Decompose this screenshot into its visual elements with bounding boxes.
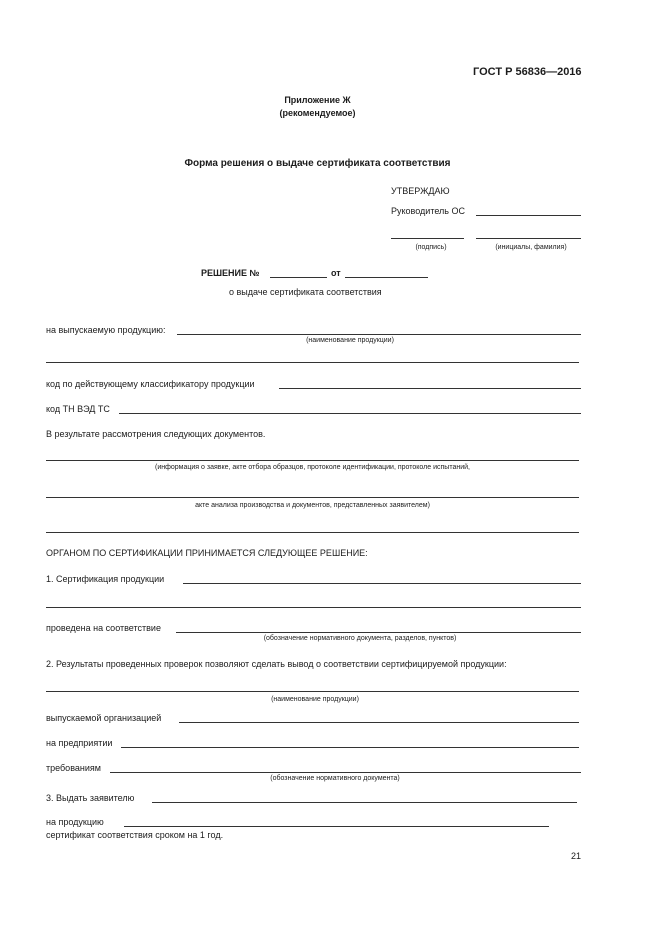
docs-line-3[interactable] xyxy=(46,532,579,533)
item2-label: 2. Результаты проведенных проверок позволяют сделать вывод о соответствии сертифицируемой продукции: xyxy=(46,659,507,669)
item1-line[interactable] xyxy=(183,583,581,584)
initials-line[interactable] xyxy=(476,238,581,239)
requirements-line[interactable] xyxy=(110,772,581,773)
product-line-2[interactable] xyxy=(46,362,579,363)
docs-caption-1: (информация о заявке, акте отбора образцов, протоколе идентификации, протоколе испытаний, xyxy=(155,464,470,471)
signature-line[interactable] xyxy=(391,238,464,239)
docs-line-2[interactable] xyxy=(46,497,579,498)
organization-label: выпускаемой организацией xyxy=(46,713,162,723)
norm-caption: (обозначение нормативного документа, разделов, пунктов) xyxy=(263,635,457,642)
product-caption: (наименование продукции) xyxy=(306,337,394,344)
decision-date-line[interactable] xyxy=(345,277,428,278)
product-caption-2: (наименование продукции) xyxy=(271,696,359,703)
page-number: 21 xyxy=(571,851,582,861)
product-line[interactable] xyxy=(177,334,581,335)
organization-line[interactable] xyxy=(179,722,579,723)
initials-caption: (инициалы, фамилия) xyxy=(495,244,567,251)
classifier-label: код по действующему классификатору продукции xyxy=(46,379,255,389)
conducted-label: проведена на соответствие xyxy=(46,623,161,633)
appendix-note: (рекомендуемое) xyxy=(279,108,356,118)
conducted-line[interactable] xyxy=(176,632,581,633)
item3-label: 3. Выдать заявителю xyxy=(46,793,135,803)
for-product-line[interactable] xyxy=(124,826,549,827)
decision-number-line[interactable] xyxy=(270,277,327,278)
docs-line-1[interactable] xyxy=(46,460,579,461)
review-label: В результате рассмотрения следующих документов. xyxy=(46,429,266,439)
tnved-line[interactable] xyxy=(119,413,581,414)
approve-head: Руководитель ОС xyxy=(391,206,465,216)
product-label: на выпускаемую продукцию: xyxy=(46,325,166,335)
norm-caption-2: (обозначение нормативного документа) xyxy=(270,775,400,782)
classifier-line[interactable] xyxy=(279,388,581,389)
decision-subtitle: о выдаче сертификата соответствия xyxy=(229,287,382,297)
decision-label: РЕШЕНИЕ № xyxy=(201,268,260,278)
standard-designation: ГОСТ Р 56836—2016 xyxy=(473,66,582,78)
enterprise-line[interactable] xyxy=(121,747,579,748)
docs-caption-2: акте анализа производства и документов, представленных заявителем) xyxy=(195,502,430,509)
enterprise-label: на предприятии xyxy=(46,738,113,748)
tnved-label: код ТН ВЭД ТС xyxy=(46,404,110,414)
item2-line[interactable] xyxy=(46,691,579,692)
head-line[interactable] xyxy=(476,215,581,216)
decision-from: от xyxy=(331,268,341,278)
body-decision-heading: ОРГАНОМ ПО СЕРТИФИКАЦИИ ПРИНИМАЕТСЯ СЛЕДУЮЩЕЕ РЕШЕНИЕ: xyxy=(46,548,368,558)
approve-label: УТВЕРЖДАЮ xyxy=(391,186,450,196)
form-title xyxy=(0,158,661,169)
item3-line[interactable] xyxy=(152,802,577,803)
for-product-label: на продукцию xyxy=(46,817,104,827)
item1-line-2[interactable] xyxy=(46,607,581,608)
item1-label: 1. Сертификация продукции xyxy=(46,574,165,584)
appendix-container xyxy=(0,95,661,118)
requirements-label: требованиям xyxy=(46,763,101,773)
signature-caption: (подпись) xyxy=(415,244,447,251)
appendix-title: Приложение Ж xyxy=(284,95,351,105)
form-title-text: Форма решения о выдаче сертификата соответствия xyxy=(184,158,451,169)
certificate-text: сертификат соответствия сроком на 1 год. xyxy=(46,830,224,840)
